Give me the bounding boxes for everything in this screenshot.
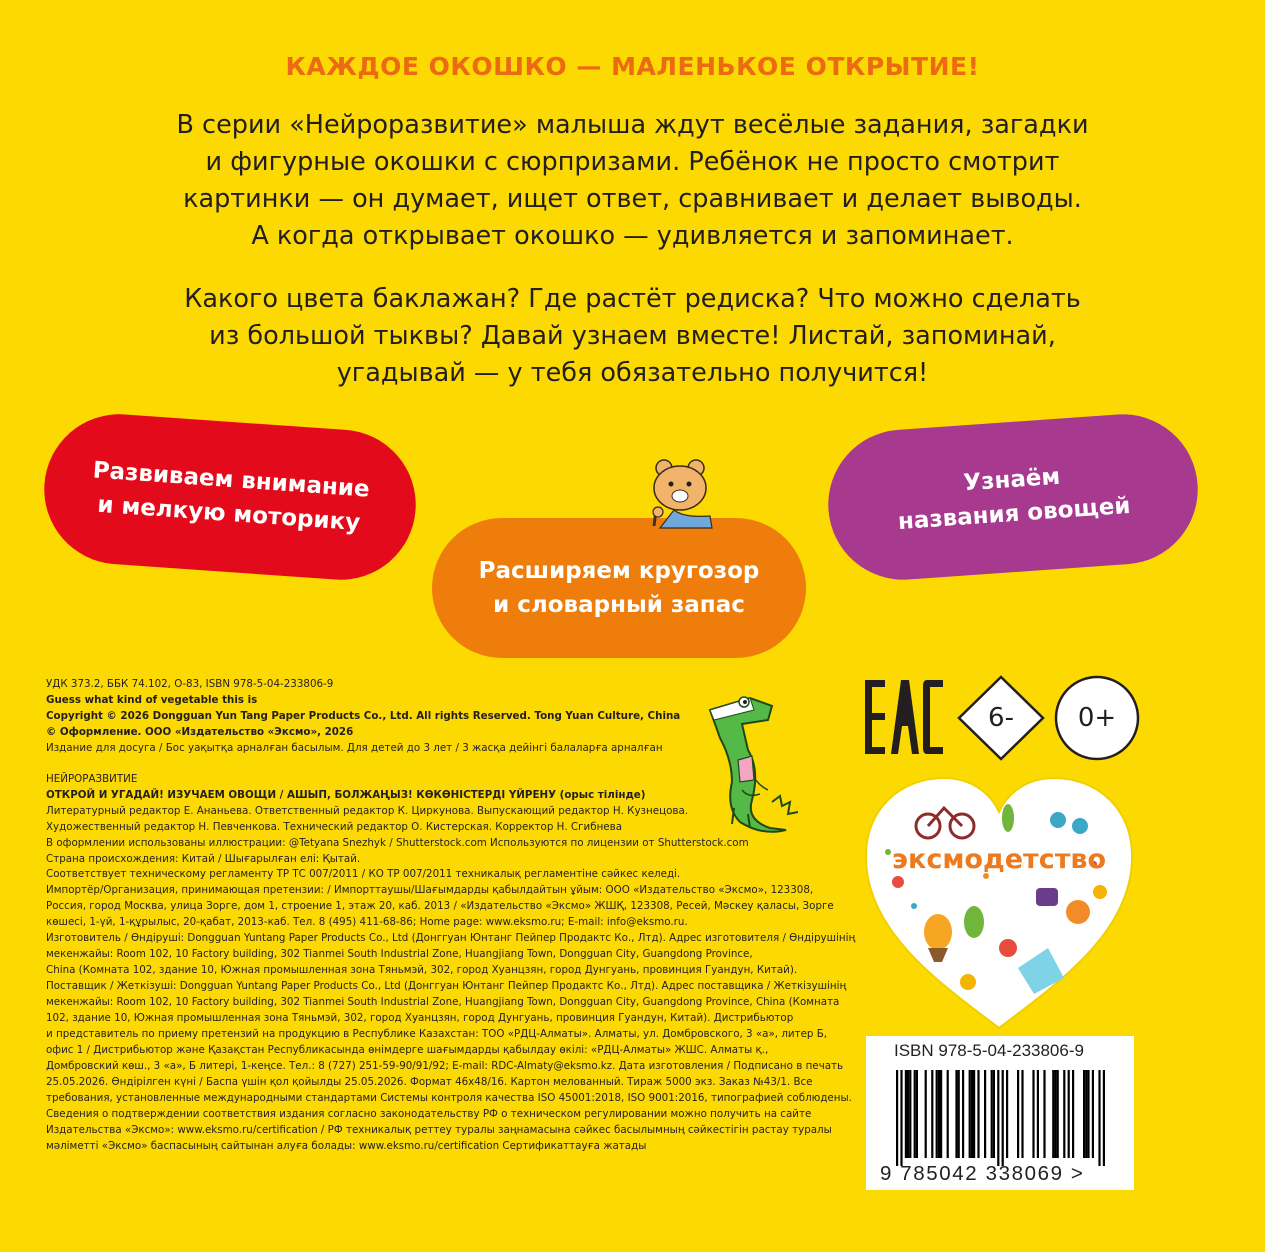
barcode-bar	[1083, 1070, 1085, 1158]
barcode-bar	[969, 1070, 971, 1158]
barcode-bar	[1054, 1070, 1056, 1158]
barcode-bar	[1006, 1070, 1008, 1158]
barcode-bar	[936, 1070, 938, 1158]
barcode-bar	[1068, 1070, 1070, 1158]
imprint-line: ОТКРОЙ И УГАДАЙ! ИЗУЧАЕМ ОВОЩИ / АШЫП, БОЛЖАҢЫЗ! КӨКӨНІСТЕРДІ ҮЙРЕНУ (орыс тілінде)	[46, 788, 646, 801]
questions-line: угадывай — у тебя обязательно получится!	[336, 358, 929, 388]
barcode-bar	[1057, 1070, 1059, 1158]
imprint-line: Сведения о подтверждении соответствия издания согласно законодательству РФ о техническом регулировании можно получить на сайте	[46, 1107, 812, 1120]
imprint-line: Поставщик / Жеткізуші: Dongguan Yuntang Paper Products Co., Ltd (Донггуан Юнтанг Пейпер Продактс Ко., Лтд). Адрес поставщика / Жеткізушінің	[46, 980, 847, 993]
barcode-bar	[991, 1070, 993, 1158]
intro-line: А когда открывает окошко — удивляется и запоминает.	[251, 221, 1014, 251]
age-mark-0	[1052, 674, 1142, 762]
imprint-line: 25.05.2026. Өндірілген күні / Баспа үшін қол қойылды 25.05.2026. Формат 46х48/16. Картон мелованный. Тираж 5000 экз. Заказ №43/1. Все	[46, 1075, 813, 1088]
imprint-line: China (Комната 102, здание 10, Южная промышленная зона Тяньмэй, 302, город Хуанцзян, город Дунгуань, провинция Гуандун, Китай).	[46, 964, 798, 977]
barcode-bar	[984, 1070, 986, 1158]
imprint-line: көшесі, 1-үй, 1-құрылыс, 20-қабат, 2013-каб. Тел. 8 (495) 411-68-86; Home page: www.eksmo.ru; E-mail: info@eksmo.ru.	[46, 916, 688, 929]
barcode-bar	[977, 1070, 979, 1158]
barcode-bar	[1085, 1070, 1087, 1158]
imprint-line: мекенжайы: Room 102, 10 Factory building, 302 Tianmei South Industrial Zone, Huangjiang Town, Dongguan City, Guangdong Province, China (Комната	[46, 996, 840, 1009]
intro-paragraph	[0, 107, 1265, 255]
barcode-bar	[947, 1070, 949, 1158]
barcode-bar	[1092, 1070, 1094, 1158]
barcode-bar	[900, 1070, 902, 1166]
feature-pill-vocabulary	[432, 518, 806, 658]
barcode-bar	[955, 1070, 957, 1158]
barcode-bar	[971, 1070, 973, 1158]
feature-pill-line: Развиваем внимание	[91, 457, 371, 503]
bear-illustration	[640, 458, 728, 530]
barcode-bar	[1002, 1070, 1004, 1166]
intro-line: и фигурные окошки с сюрпризами. Ребёнок не просто смотрит	[205, 147, 1060, 177]
imprint-line: мәліметті «Эксмо» баспасының сайтынан алуға болады: www.eksmo.ru/certification Сертификаттауға жатады	[46, 1139, 647, 1152]
age-mark-label: 0+	[1077, 703, 1117, 733]
imprint-line: офис 1 / Дистрибьютор және Қазақстан Республикасында өнімдерге шағымдарды қабылдау өкілі: «РДЦ-Алматы» ЖШС. Алматы қ.,	[46, 1043, 769, 1056]
imprint-line: требования, установленные международными стандартами Системы контроля качества ISO 45001:2018, ISO 9001:2016, типографией соблюдены.	[46, 1091, 852, 1104]
feature-pill-line: Узнаём	[962, 463, 1062, 497]
barcode-bar	[896, 1070, 898, 1166]
questions-paragraph	[0, 281, 1265, 392]
barcode-bar	[914, 1070, 916, 1158]
barcode-bar	[907, 1070, 909, 1158]
feature-pill-vegetables	[823, 409, 1203, 584]
imprint-line: Художественный редактор Н. Певченкова. Технический редактор О. Кистерская. Корректор Н. Сгибнева	[46, 820, 623, 833]
barcode-bar	[916, 1070, 918, 1158]
imprint-line: 102, здание 10, Южная промышленная зона Тяньмэй, 302, город Хуанцзян, город Дунгуань, провинция Гуандун, Китай). Дистрибьютор	[46, 1012, 794, 1025]
imprint-line: Издание для досуга / Бос уақытқа арналған басылым. Для детей до 3 лет / 3 жасқа дейінгі балаларға арналған	[46, 741, 663, 754]
barcode-bar	[1103, 1070, 1105, 1166]
feature-pill-attention	[39, 409, 421, 585]
barcode-bar	[909, 1070, 911, 1158]
eksmodetstvo-logo	[858, 772, 1140, 1034]
imprint-line: Импортёр/Организация, принимающая претензии: / Импорттаушы/Шағымдарды қабылдайтын ұйым: ООО «Издательство «Эксмо», 123308,	[46, 884, 814, 897]
barcode-bar	[958, 1070, 960, 1158]
barcode-bar	[931, 1070, 933, 1158]
feature-pill-line: и словарный запас	[493, 592, 745, 618]
imprint-line: и представитель по приему претензий на продукцию в Республике Казахстан: ТОО «РДЦ-Алматы». Алматы, ул. Домбровского, 3 «а», литер Б,	[46, 1028, 828, 1041]
barcode-bar	[938, 1070, 940, 1158]
barcode-bar	[1087, 1070, 1089, 1158]
isbn-label: ISBN 978-5-04-233806-9	[894, 1041, 1084, 1060]
isbn-barcode-block	[866, 1036, 1134, 1190]
imprint-line: НЕЙРОРАЗВИТИЕ	[46, 772, 138, 785]
intro-line: картинки — он думает, ищет ответ, сравнивает и делает выводы.	[183, 184, 1082, 214]
barcode-bar	[1037, 1070, 1039, 1158]
imprint-line: Литературный редактор Е. Ананьева. Ответственный редактор К. Циркунова. Выпускающий редактор Н. Кузнецова.	[46, 804, 689, 817]
imprint-line: В оформлении использованы иллюстрации: @Tetyana Snezhyk / Shutterstock.com Используются по лицензии от Shutterstock.com	[46, 836, 749, 849]
feature-pill-line: и мелкую моторику	[96, 491, 362, 537]
barcode-bar	[1063, 1070, 1065, 1158]
barcode-bar	[993, 1070, 995, 1158]
barcode-bar	[1017, 1070, 1019, 1158]
barcode-bar	[905, 1070, 907, 1158]
barcode-bar	[1043, 1070, 1045, 1158]
imprint-line: УДК 373.2, ББК 74.102, О-83, ISBN 978-5-04-233806-9	[46, 678, 334, 690]
barcode-bar	[997, 1070, 999, 1166]
barcode-bar	[973, 1070, 975, 1158]
imprint-line: Copyright © 2026 Dongguan Yun Tang Paper Products Co., Ltd. All rights Reserved. Tong Yuan Culture, China	[46, 709, 681, 722]
imprint-line: Страна происхождения: Китай / Шығарылған елі: Қытай.	[46, 852, 361, 865]
barcode-bar	[1072, 1070, 1074, 1158]
imprint-line: мекенжайы: Room 102, 10 Factory building, 302 Tianmei South Industrial Zone, Huangjiang Town, Dongguan City, Guangdong Province,	[46, 948, 753, 961]
barcode-bar	[925, 1070, 927, 1158]
imprint-line: Издательства «Эксмо»: www.eksmo.ru/certification / РФ техникалық реттеу туралы заңнамасына сәйкес басылымның сәйкестігін растау туралы	[46, 1123, 832, 1136]
imprint-line: Соответствует техническому регламенту ТР ТС 007/2011 / КО ТР 007/2011 техникалық регламентіне сәйкес келеді.	[46, 868, 681, 881]
barcode-bar	[1021, 1070, 1023, 1158]
imprint-line: Домбровский көш., 3 «а», Б литері, 1-кеңсе. Тел.: 8 (727) 251-59-90/91/92; E-mail: RDC-Almaty@eksmo.kz. Дата изготовления / Подписано в печать	[46, 1059, 844, 1072]
imprint-line: Guess what kind of vegetable this is	[46, 693, 258, 706]
questions-line: из большой тыквы? Давай узнаем вместе! Листай, запоминай,	[209, 321, 1056, 351]
crocodile-illustration	[690, 690, 840, 840]
age-mark-6	[956, 674, 1046, 762]
feature-pill-line: Расширяем кругозор	[478, 558, 760, 584]
imprint-line: © Оформление. ООО «Издательство «Эксмо», 2026	[46, 725, 354, 738]
barcode-bar	[940, 1070, 942, 1158]
headline: КАЖДОЕ ОКОШКО — МАЛЕНЬКОЕ ОТКРЫТИЕ!	[285, 52, 980, 81]
intro-line: В серии «Нейроразвитие» малыша ждут весёлые задания, загадки	[176, 110, 1089, 140]
barcode-bar	[962, 1070, 964, 1158]
feature-pill-line: названия овощей	[897, 492, 1132, 536]
barcode-bar	[1052, 1070, 1054, 1158]
barcode-digits: 9 785042 338069 >	[880, 1162, 1085, 1185]
imprint-line: Россия, город Москва, улица Зорге, дом 1, строение 1, этаж 20, каб. 2013 / «Издательство «Эксмо» ЖШҚ, 123308, Ресей, Мәскеу қаласы, Зорге	[46, 900, 834, 913]
imprint-line: Изготовитель / Өндіруші: Dongguan Yuntang Paper Products Co., Ltd (Донггуан Юнтанг Пейпер Продактс Ко., Лтд). Адрес изготовителя / Өндірушінің	[46, 932, 856, 945]
brand-name: эксмодетство	[891, 844, 1107, 875]
barcode-bar	[1032, 1070, 1034, 1158]
eac-mark	[863, 678, 945, 756]
questions-line: Какого цвета баклажан? Где растёт редиска? Что можно сделать	[184, 284, 1081, 314]
barcode-bar	[1098, 1070, 1100, 1166]
age-mark-label: 6-	[988, 703, 1014, 733]
